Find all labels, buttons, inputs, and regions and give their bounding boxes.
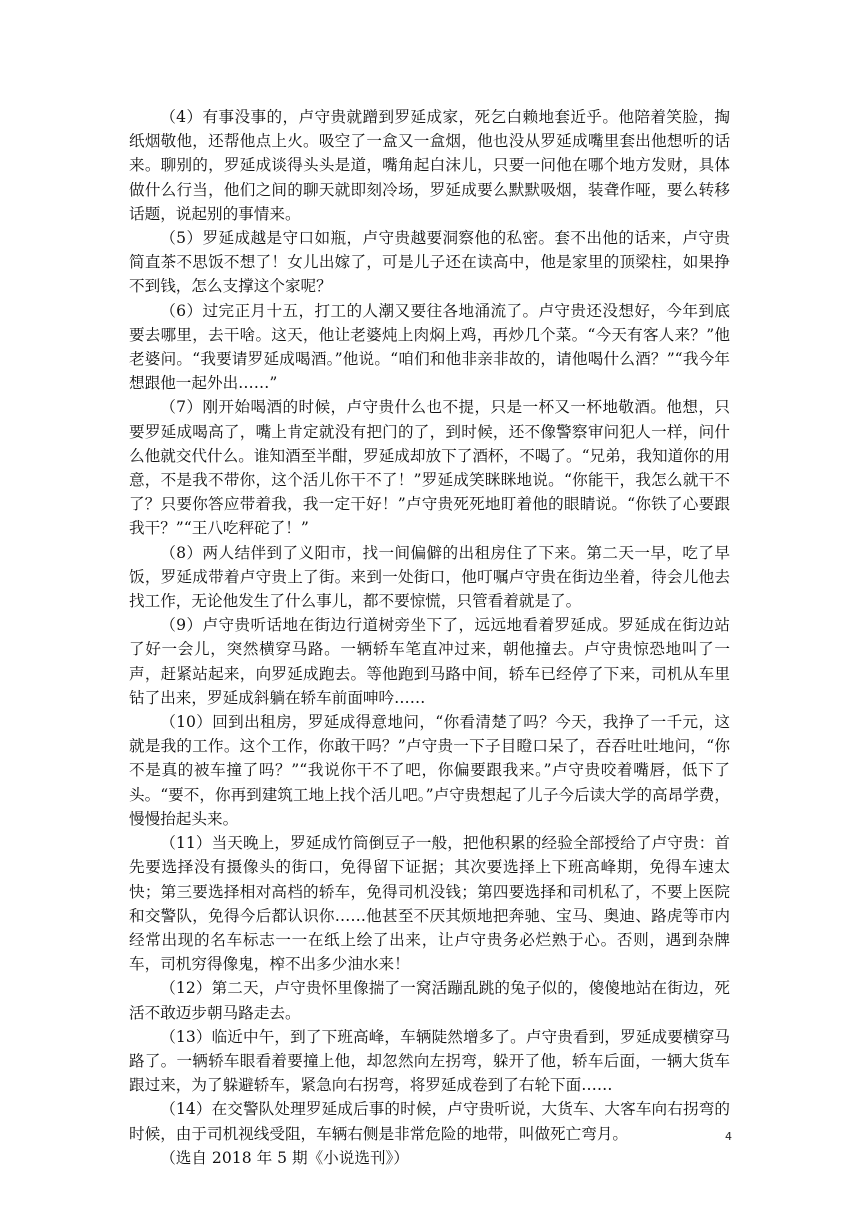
- paragraph-7: （7）刚开始喝酒的时候，卢守贵什么也不提，只是一杯又一杯地敬酒。他想，只要罗延成喝高了，嘴上肯定就没有把门的了，到时候，还不像警察审问犯人一样，问什么他就交代什么。谁知酒至半酣，罗延成却放下了酒杯，不喝了。“兄弟，我知道你的用意，不是我不带你，这个活儿你干不了！”罗延成笑眯眯地说。“你能干，我怎么就干不了？只要你答应带着我，我一定干好！”卢守贵死死地盯着他的眼睛说。“你铁了心要跟我干？”“王八吃秤砣了！”: [129, 398, 730, 538]
- paragraph-9: （9）卢守贵听话地在街边行道树旁坐下了，远远地看着罗延成。罗延成在街边站了好一会儿，突然横穿马路。一辆轿车笔直冲过来，朝他撞去。卢守贵惊恐地叫了一声，赶紧站起来，向罗延成跑去。等他跑到马路中间，轿车已经停了下来，司机从车里钻了出来，罗延成斜躺在轿车前面呻吟……: [129, 616, 730, 707]
- paragraph-4: （4）有事没事的，卢守贵就蹭到罗延成家，死乞白赖地套近乎。他陪着笑脸，掏纸烟敬他，还帮他点上火。吸空了一盒又一盒烟，他也没从罗延成嘴里套出他想听的话来。聊别的，罗延成谈得头头是道，嘴角起白沫儿，只要一问他在哪个地方发财，具体做什么行当，他们之间的聊天就即刻冷场，罗延成要么默默吸烟，装聋作哑，要么转移话题，说起别的事情来。: [129, 108, 730, 223]
- page-number: 4: [725, 1130, 732, 1143]
- paragraph-5: （5）罗延成越是守口如瓶，卢守贵越要洞察他的私密。套不出他的话来，卢守贵简直茶不思饭不想了！女儿出嫁了，可是儿子还在读高中，他是家里的顶梁柱，如果挣不到钱，怎么支撑这个家呢？: [129, 229, 730, 296]
- paragraph-12: （12）第二天，卢守贵怀里像揣了一窝活蹦乱跳的兔子似的，傻傻地站在街边，死活不敢迈步朝马路走去。: [129, 979, 730, 1022]
- paragraph-6: （6）过完正月十五，打工的人潮又要往各地涌流了。卢守贵还没想好，今年到底要去哪里，去干啥。这天，他让老婆炖上肉焖上鸡，再炒几个菜。“今天有客人来？”他老婆问。“我要请罗延成喝酒。”他说。“咱们和他非亲非故的，请他喝什么酒？”“我今年想跟他一起外出……”: [129, 301, 730, 393]
- source-citation: （选自 2018 年 5 期《小说选刊》）: [160, 1148, 409, 1167]
- story-text: [129, 105, 730, 1170]
- paragraph-11: （11）当天晚上，罗延成竹筒倒豆子一般，把他积累的经验全部授给了卢守贵：首先要选择没有摄像头的街口，免得留下证据；其次要选择上下班高峰期，免得车速太快；第三要选择相对高档的轿车，免得司机没钱；第四要选择和司机私了，不要上医院和交警队，免得今后都认识你……他甚至不厌其烦地把奔驰、宝马、奥迪、路虎等市内经常出现的名车标志一一在纸上绘了出来，让卢守贵务必烂熟于心。否则，遇到杂牌车，司机穷得像鬼，榨不出多少油水来！: [129, 834, 730, 974]
- paragraph-13: （13）临近中午，到了下班高峰，车辆陡然增多了。卢守贵看到，罗延成要横穿马路了。一辆轿车眼看着要撞上他，却忽然向左拐弯，躲开了他，轿车后面，一辆大货车跟过来，为了躲避轿车，紧急向右拐弯，将罗延成卷到了右轮下面……: [129, 1027, 730, 1095]
- paragraph-14: （14）在交警队处理罗延成后事的时候，卢守贵听说，大货车、大客车向右拐弯的时候，由于司机视线受阻，车辆右侧是非常危险的地带，叫做死亡弯月。: [129, 1100, 730, 1143]
- paragraph-8: （8）两人结伴到了义阳市，找一间偏僻的出租房住了下来。第二天一早，吃了早饭，罗延成带着卢守贵上了街。来到一处街口，他叮嘱卢守贵在街边坐着，待会儿他去找工作，无论他发生了什么事儿，都不要惊慌，只管看着就是了。: [129, 543, 730, 611]
- paragraph-10: （10）回到出租房，罗延成得意地问，“你看清楚了吗？今天，我挣了一千元，这就是我的工作。这个工作，你敢干吗？”卢守贵一下子目瞪口呆了，吞吞吐吐地问，“你不是真的被车撞了吗？”“我说你干不了吧，你偏要跟我来。”卢守贵咬着嘴唇，低下了头。“要不，你再到建筑工地上找个活儿吧。”卢守贵想起了儿子今后读大学的高昂学费，慢慢抬起头来。: [129, 713, 730, 828]
